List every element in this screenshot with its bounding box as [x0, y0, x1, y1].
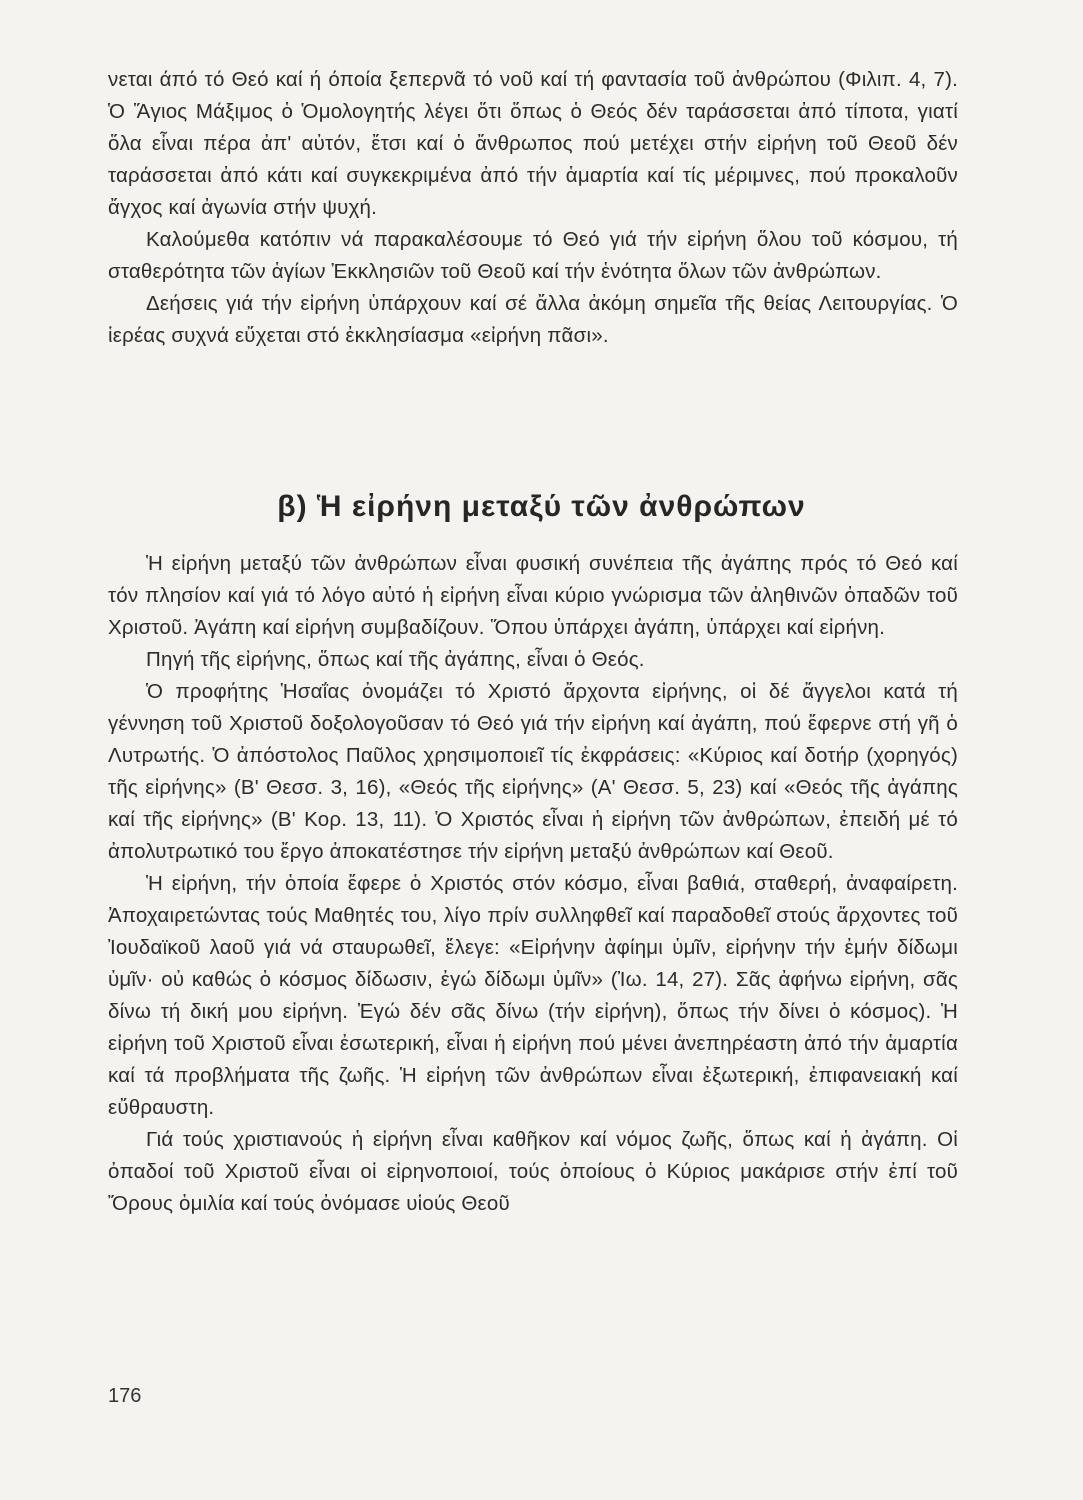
paragraph-liturgy: Δεήσεις γιά τήν εἰρήνη ὑπάρχουν καί σέ ἄλλα ἀκόμη σημεῖα τῆς θείας Λειτουργίας. Ὁ ἱερέας συχνά εὔχεται στό ἐκκλησίασμα «εἰρήνη πᾶσι».: [108, 292, 958, 347]
paragraph-prayer-world: Καλούμεθα κατόπιν νά παρακαλέσουμε τό Θεό γιά τήν εἰρήνη ὅλου τοῦ κόσμου, τή σταθερότητα τῶν ἁγίων Ἐκκλησιῶν τοῦ Θεοῦ καί τήν ἑνότητα ὅλων τῶν ἀνθρώπων.: [108, 228, 958, 283]
bottom-text-block: [108, 548, 958, 1220]
paragraph-source-of-peace: Πηγή τῆς εἰρήνης, ὅπως καί τῆς ἀγάπης, εἶναι ὁ Θεός.: [146, 648, 645, 671]
paragraph-prophet-isaiah: Ὁ προφήτης Ἡσαΐας ὀνομάζει τό Χριστό ἄρχοντα εἰρήνης, οἱ δέ ἄγγελοι κατά τή γέννηση τοῦ Χριστοῦ δοξολογοῦσαν τό Θεό γιά τήν εἰρήνη καί ἀγάπη, πού ἔφερνε στή γῆ ὁ Λυτρωτής. Ὁ ἀπόστολος Παῦλος χρησιμοποιεῖ τίς ἐκφράσεις: «Κύριος καί δοτήρ (χορηγός) τῆς εἰρήνης» (Β' Θεσσ. 3, 16), «Θεός τῆς εἰρήνης» (Α' Θεσσ. 5, 23) καί «Θεός τῆς ἀγάπης καί τῆς εἰρήνης» (Β' Κορ. 13, 11). Ὁ Χριστός εἶναι ἡ εἰρήνη τῶν ἀνθρώπων, ἐπειδή μέ τό ἀπολυτρωτικό του ἔργο ἀποκατέστησε τήν εἰρήνη μεταξύ ἀνθρώπων καί Θεοῦ.: [108, 680, 958, 863]
paragraph-peace-love: Ἡ εἰρήνη μεταξύ τῶν ἀνθρώπων εἶναι φυσική συνέπεια τῆς ἀγάπης πρός τό Θεό καί τόν πλησίον καί γιά τό λόγο αὐτό ἡ εἰρήνη εἶναι κύριο γνώρισμα τῶν ἀληθινῶν ὀπαδῶν τοῦ Χριστοῦ. Ἀγάπη καί εἰρήνη συμβαδίζουν. Ὅπου ὑπάρχει ἀγάπη, ὑπάρχει καί εἰρήνη.: [108, 552, 958, 639]
top-text-block: [108, 64, 958, 352]
paragraph-continuation: νεται άπό τό Θεό καί ή όποία ξεπερνᾶ τό νοῦ καί τή φαντασία τοῦ ἀνθρώπου (Φιλιπ. 4, 7). Ὁ Ἅγιος Μάξιμος ὁ Ὁμολογητής λέγει ὅτι ὅπως ὁ Θεός δέν ταράσσεται ἀπό τίποτα, γιατί ὅλα εἶναι πέρα ἀπ' αὐτόν, ἔτσι καί ὁ ἄνθρωπος πού μετέχει στήν εἰρήνη τοῦ Θεοῦ δέν ταράσσεται ἀπό κάτι καί συγκεκριμένα ἀπό τήν ἁμαρτία καί τίς μέριμνες, πού προκαλοῦν ἄγχος καί ἀγωνία στήν ψυχή.: [108, 68, 958, 219]
paragraph-christ-peace: Ἡ εἰρήνη, τήν ὁποία ἔφερε ὁ Χριστός στόν κόσμο, εἶναι βαθιά, σταθερή, ἀναφαίρετη. Ἀποχαιρετώντας τούς Μαθητές του, λίγο πρίν συλληφθεῖ καί παραδοθεῖ στούς ἄρχοντες τοῦ Ἰουδαϊκοῦ λαοῦ γιά νά σταυρωθεῖ, ἔλεγε: «Εἰρήνην ἀφίημι ὑμῖν, εἰρήνην τήν ἐμήν δίδωμι ὑμῖν· οὐ καθώς ὁ κόσμος δίδωσιν, ἐγώ δίδωμι ὑμῖν» (Ἰω. 14, 27). Σᾶς ἀφήνω εἰρήνη, σᾶς δίνω τή δική μου εἰρήνη. Ἐγώ δέν σᾶς δίνω (τήν εἰρήνη), ὅπως τήν δίνει ὁ κόσμος). Ἡ εἰρήνη τοῦ Χριστοῦ εἶναι ἐσωτερική, εἶναι ἡ εἰρήνη πού μένει ἀνεπηρέαστη ἀπό τήν ἁμαρτία καί τά προβλήματα τῆς ζωῆς. Ἡ εἰρήνη τῶν ἀνθρώπων εἶναι ἐξωτερική, ἐπιφανειακή καί εὔθραυστη.: [108, 872, 958, 1119]
page-number: 176: [108, 1385, 142, 1407]
paragraph-christians-duty: Γιά τούς χριστιανούς ἡ εἰρήνη εἶναι καθῆκον καί νόμος ζωῆς, ὅπως καί ἡ ἀγάπη. Οἱ ὀπαδοί τοῦ Χριστοῦ εἶναι οἱ εἰρηνοποιοί, τούς ὁποίους ὁ Κύριος μακάρισε στήν ἐπί τοῦ Ὄρους ὁμιλία καί τούς ὀνόμασε υἱούς Θεοῦ: [108, 1128, 958, 1215]
section-heading: β) Ἡ εἰρήνη μεταξύ τῶν ἀνθρώπων: [277, 490, 806, 523]
